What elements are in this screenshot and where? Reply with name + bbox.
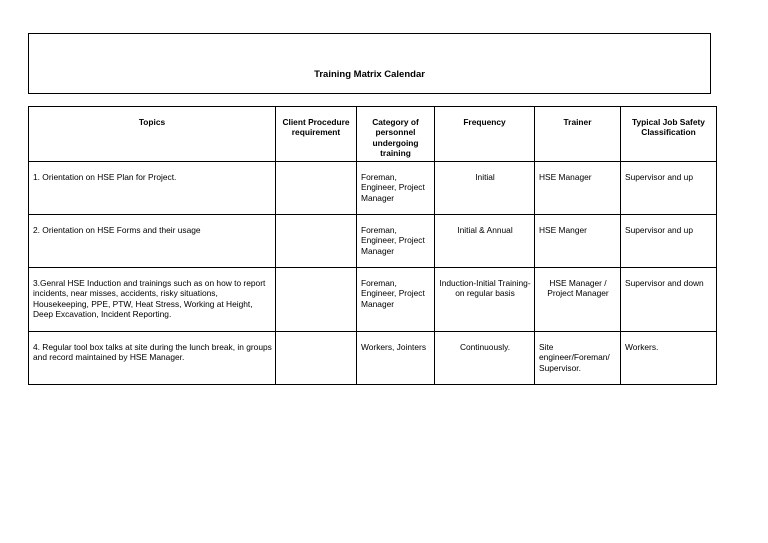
- cell-topic: 3.Genral HSE Induction and trainings such as on how to report incidents, near misses, accidents, risky situations, Housekeeping, PPE, PTW, Heat Stress, Working at Height, Deep Excavation, Incident Reporting.: [29, 268, 276, 332]
- table-row: [29, 268, 717, 332]
- cell-trainer: HSE Manager / Project Manager: [535, 268, 621, 332]
- cell-topic: 2. Orientation on HSE Forms and their usage: [29, 215, 276, 268]
- cell-category: Foreman, Engineer, Project Manager: [357, 268, 435, 332]
- cell-trainer: Site engineer/Foreman/ Supervisor.: [535, 332, 621, 385]
- cell-trainer: HSE Manager: [535, 162, 621, 215]
- cell-category: Workers, Jointers: [357, 332, 435, 385]
- title-box: [28, 33, 711, 94]
- cell-classification: Supervisor and up: [621, 215, 717, 268]
- cell-topic: 1. Orientation on HSE Plan for Project.: [29, 162, 276, 215]
- header-category: Category of personnel undergoing training: [357, 107, 435, 162]
- table-row: [29, 215, 717, 268]
- table-row: [29, 162, 717, 215]
- cell-topic: 4. Regular tool box talks at site during the lunch break, in groups and record maintained by HSE Manager.: [29, 332, 276, 385]
- header-frequency: Frequency: [435, 107, 535, 162]
- header-client-procedure: Client Procedure requirement: [276, 107, 357, 162]
- cell-frequency: Initial: [435, 162, 535, 215]
- cell-frequency: Initial & Annual: [435, 215, 535, 268]
- cell-trainer: HSE Manger: [535, 215, 621, 268]
- cell-frequency: Continuously.: [435, 332, 535, 385]
- cell-client-procedure: [276, 215, 357, 268]
- cell-classification: Supervisor and down: [621, 268, 717, 332]
- header-trainer: Trainer: [535, 107, 621, 162]
- header-classification: Typical Job Safety Classification: [621, 107, 717, 162]
- cell-client-procedure: [276, 268, 357, 332]
- cell-classification: Workers.: [621, 332, 717, 385]
- document-title: Training Matrix Calendar: [314, 69, 425, 80]
- training-matrix-table: [28, 106, 717, 385]
- table-header-row: [29, 107, 717, 162]
- cell-client-procedure: [276, 162, 357, 215]
- table-row: [29, 332, 717, 385]
- cell-client-procedure: [276, 332, 357, 385]
- cell-classification: Supervisor and up: [621, 162, 717, 215]
- cell-category: Foreman, Engineer, Project Manager: [357, 162, 435, 215]
- cell-category: Foreman, Engineer, Project Manager: [357, 215, 435, 268]
- header-topics: Topics: [29, 107, 276, 162]
- cell-frequency: Induction-Initial Training- on regular basis: [435, 268, 535, 332]
